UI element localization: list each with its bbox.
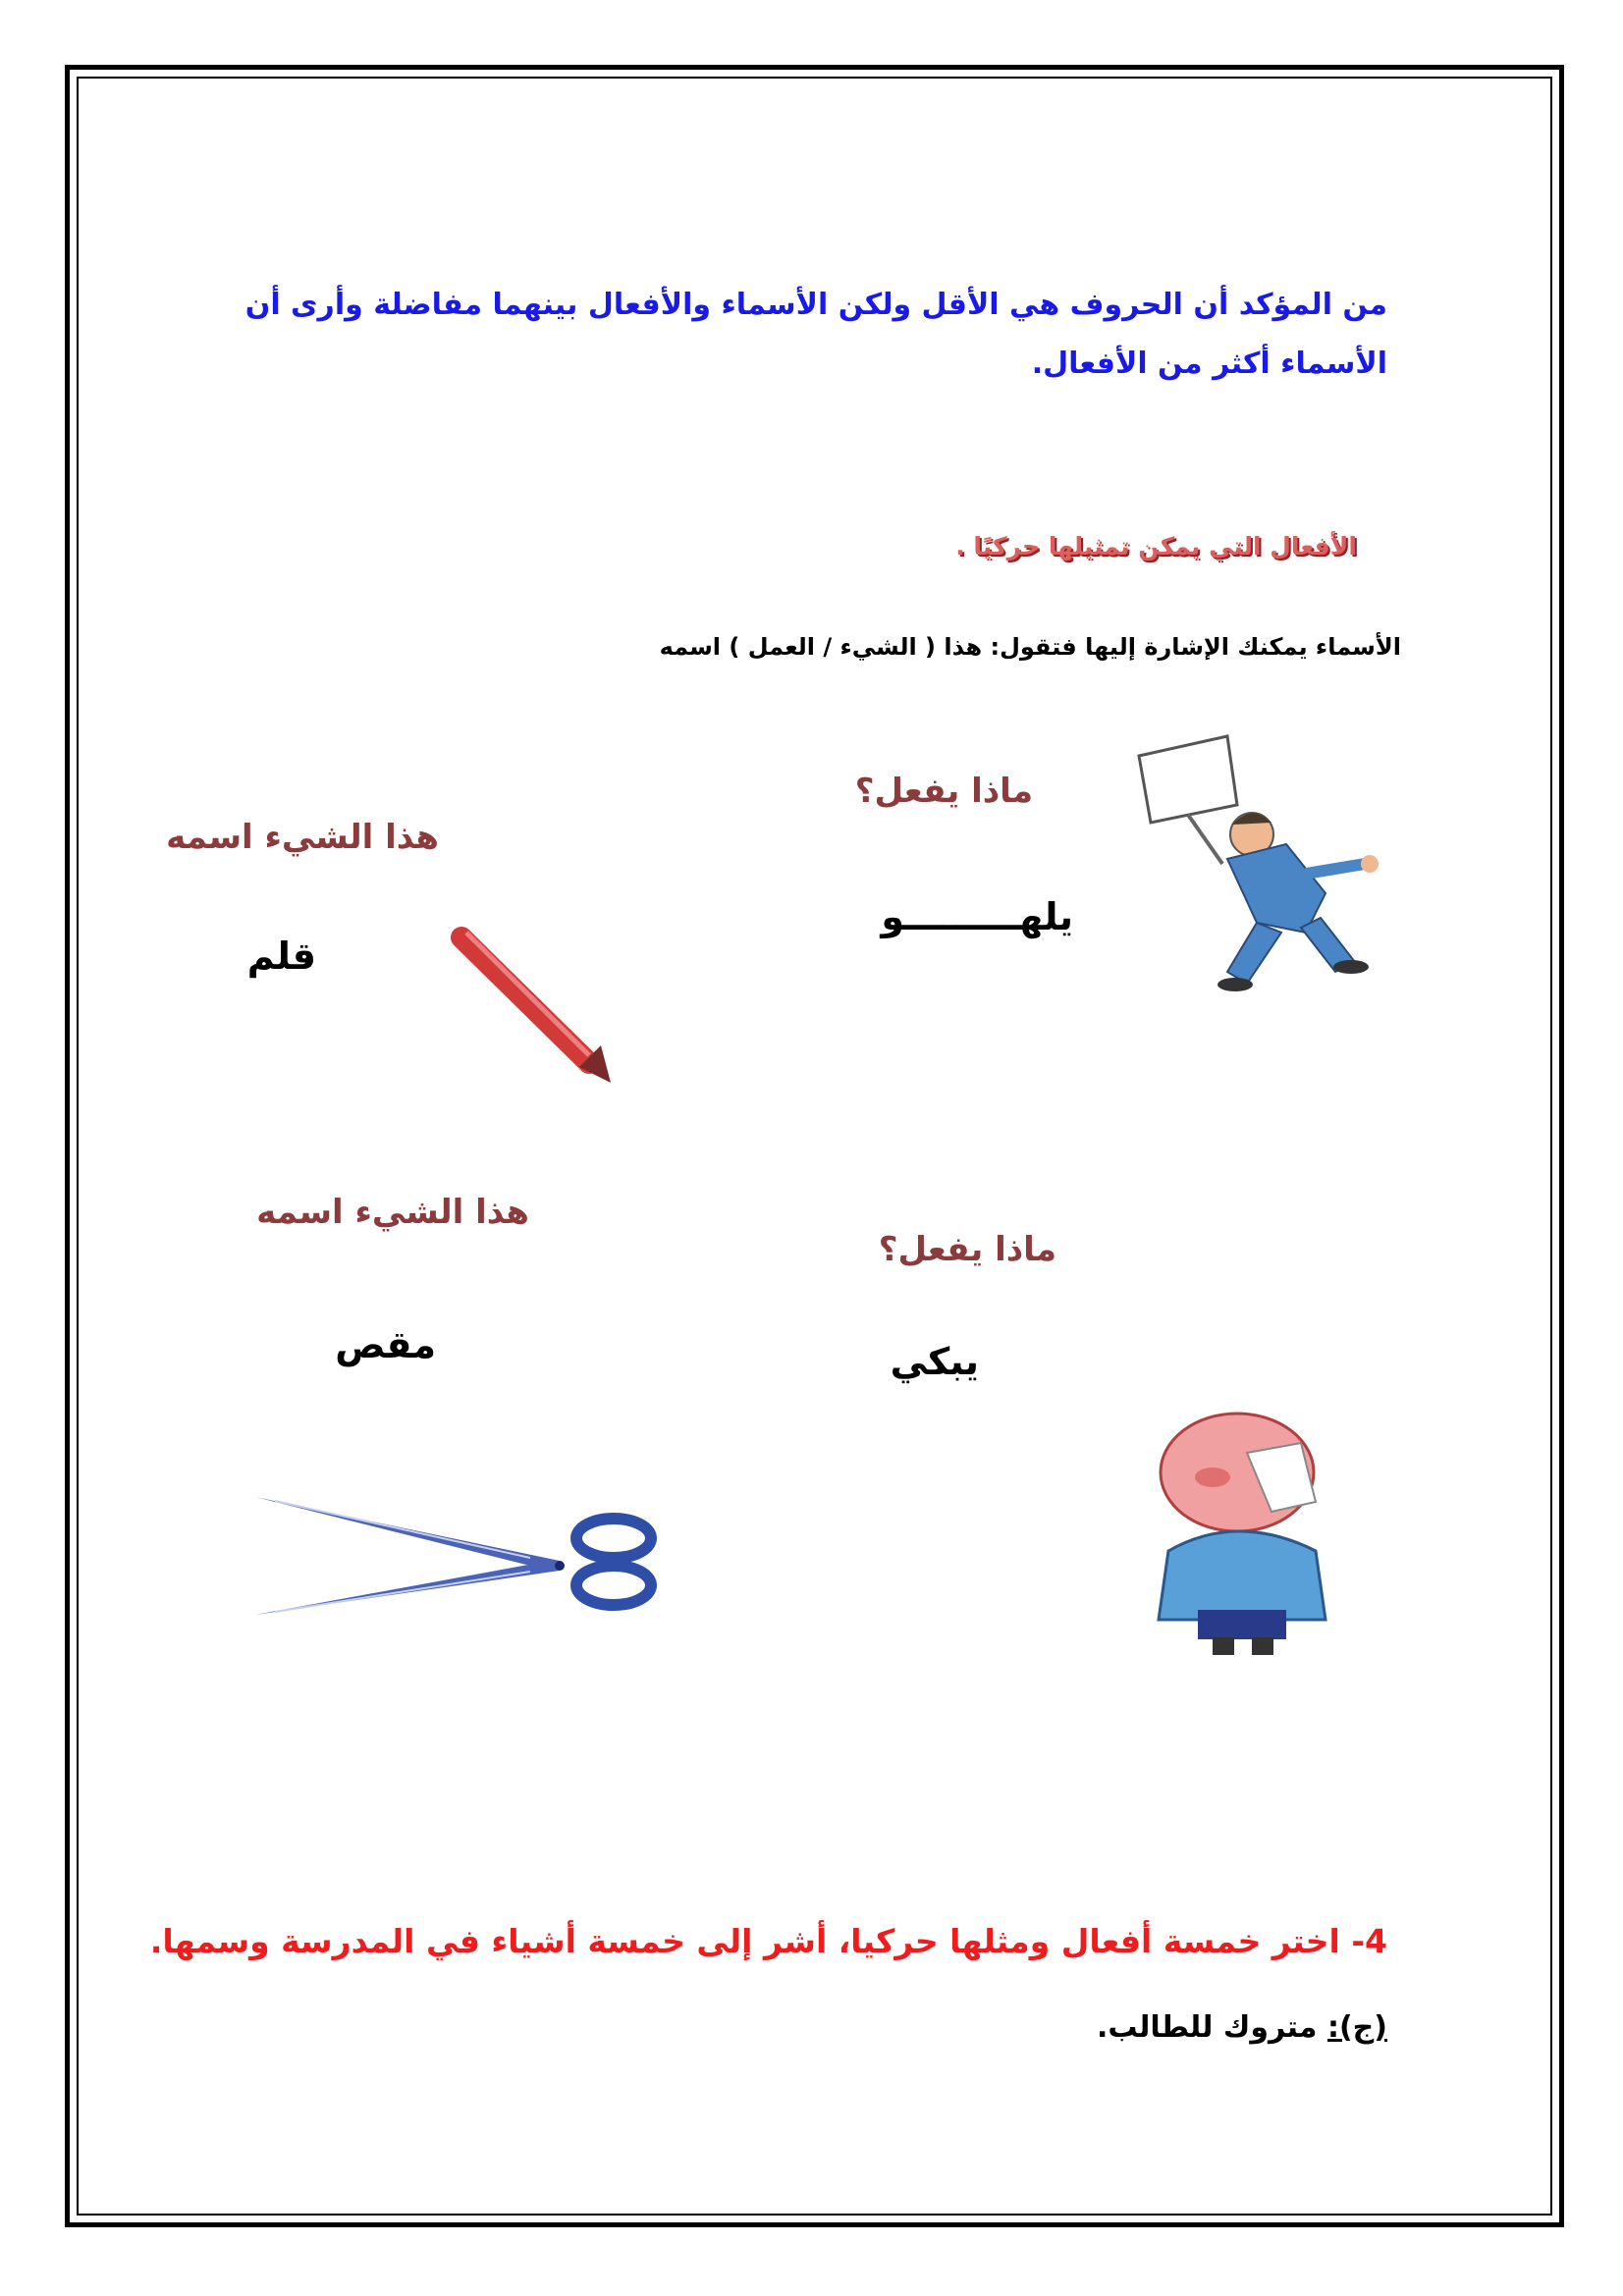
- pen-answer: قلم: [246, 934, 316, 978]
- page-border-inner: [77, 77, 1552, 2216]
- intro-line-2: الأسماء أكثر من الأفعال.: [1031, 347, 1387, 381]
- instruction: الأسماء يمكنك الإشارة إليها فتقول: هذا ( الشيء / العمل ) اسمه: [659, 633, 1401, 661]
- crying-boy-image: [1090, 1404, 1384, 1659]
- answer-label: (ج):: [1326, 2010, 1387, 2045]
- task-text-line: 4- اختر خمسة أفعال ومثلها حركيا، أشر إلى خمسة أشياء في المدرسة وسمها.: [149, 1922, 1387, 1960]
- answer-text: متروك للطالب.: [1097, 2010, 1318, 2045]
- intro-line-1: من المؤكد أن الحروف هي الأقل ولكن الأسماء والأفعال بينهما مفاضلة وأرى أن: [244, 288, 1387, 322]
- running-man-image: [1109, 726, 1404, 1001]
- crying-question: ماذا يفعل؟: [878, 1230, 1056, 1269]
- crying-answer: يبكي: [890, 1340, 979, 1383]
- scissors-answer: مقص: [335, 1323, 436, 1366]
- runner-question: ماذا يفعل؟: [854, 772, 1033, 811]
- task-answer: [1097, 2010, 1387, 2045]
- pen-image: [442, 918, 619, 1090]
- pen-question: هذا الشيء اسمه: [166, 818, 439, 857]
- scissors-image: [236, 1487, 697, 1625]
- runner-answer: يلهـــــــــو: [881, 895, 1073, 938]
- subheading: الأفعال التي يمكن تمثيلها حركيًا .: [955, 532, 1357, 561]
- scissors-question: هذا الشيء اسمه: [256, 1193, 529, 1232]
